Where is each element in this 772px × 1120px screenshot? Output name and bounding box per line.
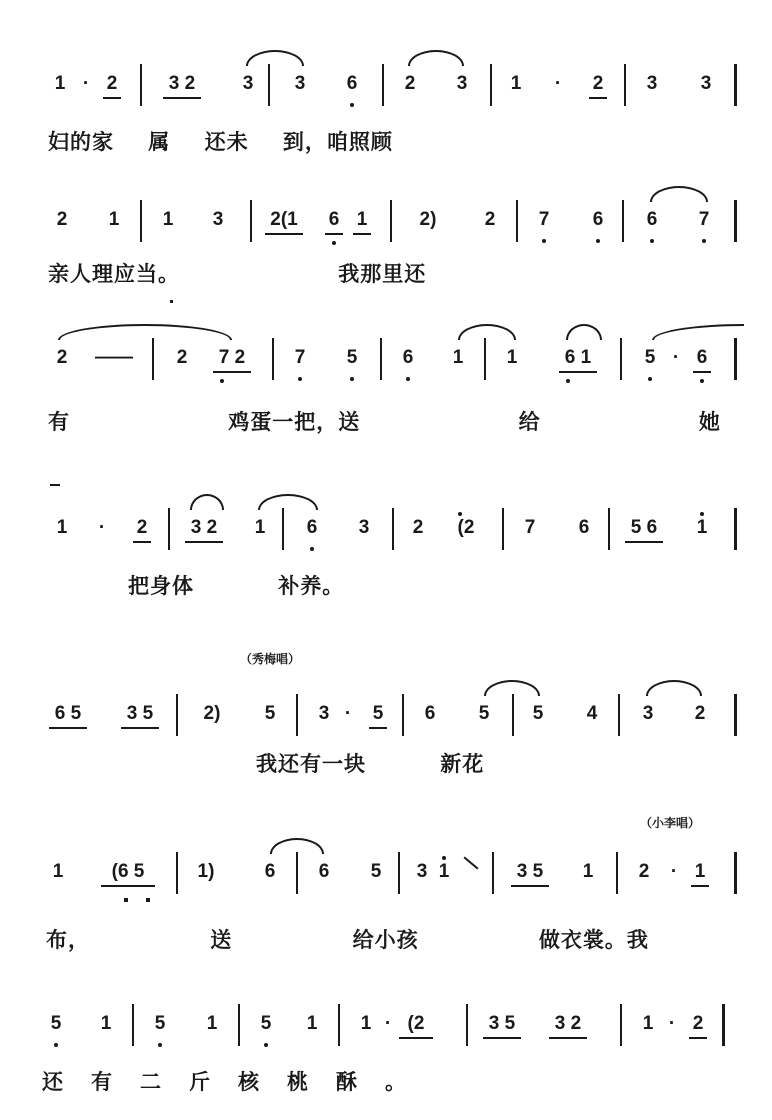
notes-row — [0, 64, 772, 104]
note: 5 — [148, 1012, 172, 1036]
note: 1 — [306, 1013, 318, 1034]
note: 1 — [108, 209, 120, 230]
note: 2 — [412, 517, 424, 538]
note: 5 — [370, 861, 382, 882]
lyrics-text: 亲人理应当。 我那里还 — [48, 261, 427, 286]
note: 6 — [322, 208, 346, 232]
note-dot: · — [344, 703, 352, 724]
barline — [176, 694, 178, 736]
note: 7 — [524, 517, 536, 538]
note: 2) — [203, 703, 221, 724]
note-dot: · — [82, 73, 90, 94]
barline — [238, 1004, 240, 1046]
low-dot — [146, 898, 150, 902]
note: 1 — [510, 73, 522, 94]
barline — [250, 200, 252, 242]
barline — [734, 200, 737, 242]
note: 2 — [586, 72, 610, 96]
barline — [152, 338, 154, 380]
slur — [652, 324, 744, 340]
barline — [734, 694, 737, 736]
slur — [646, 680, 702, 696]
note: 3 — [242, 73, 254, 94]
note: 6 — [640, 208, 664, 232]
note: 6 — [300, 516, 324, 540]
note: 7 — [532, 208, 556, 232]
singer-cue: （小李唱） — [640, 816, 701, 830]
note: 3 — [212, 209, 224, 230]
note: 1 — [582, 861, 594, 882]
note: 1 — [690, 516, 714, 540]
note: 3 — [318, 703, 330, 724]
note: 1 — [688, 860, 712, 884]
note: (2 — [448, 516, 484, 540]
note: 1) — [197, 861, 215, 882]
lyrics-text: 妇的家 属 还未 到，咱照顾 — [48, 129, 393, 154]
barline — [398, 852, 400, 894]
note-group: (6 5 — [98, 860, 158, 884]
slur — [258, 494, 318, 510]
slur — [650, 186, 708, 202]
lyrics-text: 还有二斤核桃酥。 — [42, 1069, 434, 1094]
note: 3 — [456, 73, 468, 94]
note-dot: · — [554, 73, 562, 94]
notes-row — [0, 338, 772, 378]
note: (2 — [396, 1012, 436, 1036]
note: 1 — [506, 347, 518, 368]
breath-mark — [463, 856, 478, 869]
barline — [132, 1004, 134, 1046]
note-group: 3 2 — [182, 516, 226, 540]
notes-row — [0, 694, 772, 734]
note: 1 — [350, 208, 374, 232]
note: 3 — [646, 73, 658, 94]
barline — [616, 852, 618, 894]
note: 5 — [264, 703, 276, 724]
note-group: 7 2 — [210, 346, 254, 370]
barline — [392, 508, 394, 550]
note: 1 — [56, 517, 68, 538]
barline — [296, 694, 298, 736]
barline — [282, 508, 284, 550]
lyrics-text: 把身体 补养。 — [128, 573, 345, 598]
note-dot: · — [668, 1013, 676, 1034]
note: 6 — [264, 861, 276, 882]
barline — [168, 508, 170, 550]
note: 1 — [642, 1013, 654, 1034]
barline — [140, 200, 142, 242]
note: 2 — [100, 72, 124, 96]
note: 1 — [254, 517, 266, 538]
note-dot: · — [384, 1013, 392, 1034]
barline — [140, 64, 142, 106]
slur — [190, 494, 224, 510]
barline — [390, 200, 392, 242]
notes-row — [0, 508, 772, 548]
note-group: 6 5 — [46, 702, 90, 726]
note: 1 — [100, 1013, 112, 1034]
barline — [620, 1004, 622, 1046]
lyrics-row — [0, 1066, 772, 1100]
note: 6 — [578, 517, 590, 538]
lyrics-row — [0, 258, 772, 294]
barline — [272, 338, 274, 380]
lyrics-text: 有 鸡蛋一把，送 给 她 — [48, 409, 721, 434]
lyrics-text: 布， 送 给小孩 做衣裳。我 — [46, 927, 649, 952]
note: 2) — [419, 209, 437, 230]
note: 2 — [404, 73, 416, 94]
note: 5 — [254, 1012, 278, 1036]
lyrics-row — [0, 406, 772, 442]
barline — [622, 200, 624, 242]
note-group: 3 2 — [546, 1012, 590, 1036]
note: 3 — [294, 73, 306, 94]
slur — [58, 324, 232, 340]
note: 7 — [692, 208, 716, 232]
note: 1 — [54, 73, 66, 94]
barline — [484, 338, 486, 380]
note: 2 — [56, 209, 68, 230]
note-dot: · — [672, 347, 680, 368]
low-dot — [124, 898, 128, 902]
note-dot: · — [670, 861, 678, 882]
barline — [268, 64, 270, 106]
note: 1 — [452, 347, 464, 368]
barline — [502, 508, 504, 550]
lyrics-row — [0, 924, 772, 960]
note-group: 3 5 — [480, 1012, 524, 1036]
note: 3 — [642, 703, 654, 724]
note: 3 — [358, 517, 370, 538]
note: 5 — [44, 1012, 68, 1036]
note: 7 — [288, 346, 312, 370]
barline — [176, 852, 178, 894]
note: 2 — [56, 347, 68, 368]
lyrics-text: 我还有一块 新花 — [256, 751, 485, 776]
note: 1 — [432, 860, 456, 884]
barline — [338, 1004, 340, 1046]
note-group: 3 2 — [160, 72, 204, 96]
singer-cue: （秀梅唱） — [240, 652, 301, 666]
note: 2 — [638, 861, 650, 882]
slur — [408, 50, 464, 66]
barline — [512, 694, 514, 736]
slur — [246, 50, 304, 66]
note: 1 — [360, 1013, 372, 1034]
note: 6 — [424, 703, 436, 724]
note: 3 — [700, 73, 712, 94]
barline — [618, 694, 620, 736]
note: 5 — [532, 703, 544, 724]
barline — [734, 852, 737, 894]
note: 6 — [318, 861, 330, 882]
note: 1 — [52, 861, 64, 882]
note: 6 — [690, 346, 714, 370]
barline — [620, 338, 622, 380]
note: —— — [95, 347, 133, 368]
barline — [490, 64, 492, 106]
note-group: 3 5 — [118, 702, 162, 726]
note: 6 — [586, 208, 610, 232]
barline — [466, 1004, 468, 1046]
slur — [458, 324, 516, 340]
note: 5 — [638, 346, 662, 370]
notes-row — [0, 200, 772, 240]
note: 2 — [130, 516, 154, 540]
note: 5 — [478, 703, 490, 724]
lyrics-row — [0, 570, 772, 606]
note: 5 — [366, 702, 390, 726]
note: 6 — [396, 346, 420, 370]
note-group: 6 1 — [556, 346, 600, 370]
print-speck — [50, 484, 60, 486]
note: 2 — [176, 347, 188, 368]
barline — [722, 1004, 725, 1046]
note: 2 — [694, 703, 706, 724]
barline — [380, 338, 382, 380]
note: 2 — [686, 1012, 710, 1036]
note: 1 — [162, 209, 174, 230]
barline — [608, 508, 610, 550]
barline — [734, 508, 737, 550]
barline — [624, 64, 626, 106]
barline — [734, 64, 737, 106]
note-group: 3 5 — [508, 860, 552, 884]
note: 6 — [340, 72, 364, 96]
note: 4 — [586, 703, 598, 724]
lyrics-row — [0, 748, 772, 784]
slur — [566, 324, 602, 340]
barline — [402, 694, 404, 736]
note: 5 — [340, 346, 364, 370]
notes-row — [0, 1004, 772, 1044]
note-group: 5 6 — [622, 516, 666, 540]
barline — [516, 200, 518, 242]
note: 1 — [206, 1013, 218, 1034]
notes-row — [0, 852, 772, 892]
barline — [492, 852, 494, 894]
note-dot: · — [98, 517, 106, 538]
barline — [734, 338, 737, 380]
print-speck — [170, 300, 173, 303]
note-group: 2(1 — [262, 208, 306, 232]
lyrics-row — [0, 126, 772, 162]
barline — [382, 64, 384, 106]
barline — [296, 852, 298, 894]
note: 2 — [484, 209, 496, 230]
note: 3 — [416, 861, 428, 882]
